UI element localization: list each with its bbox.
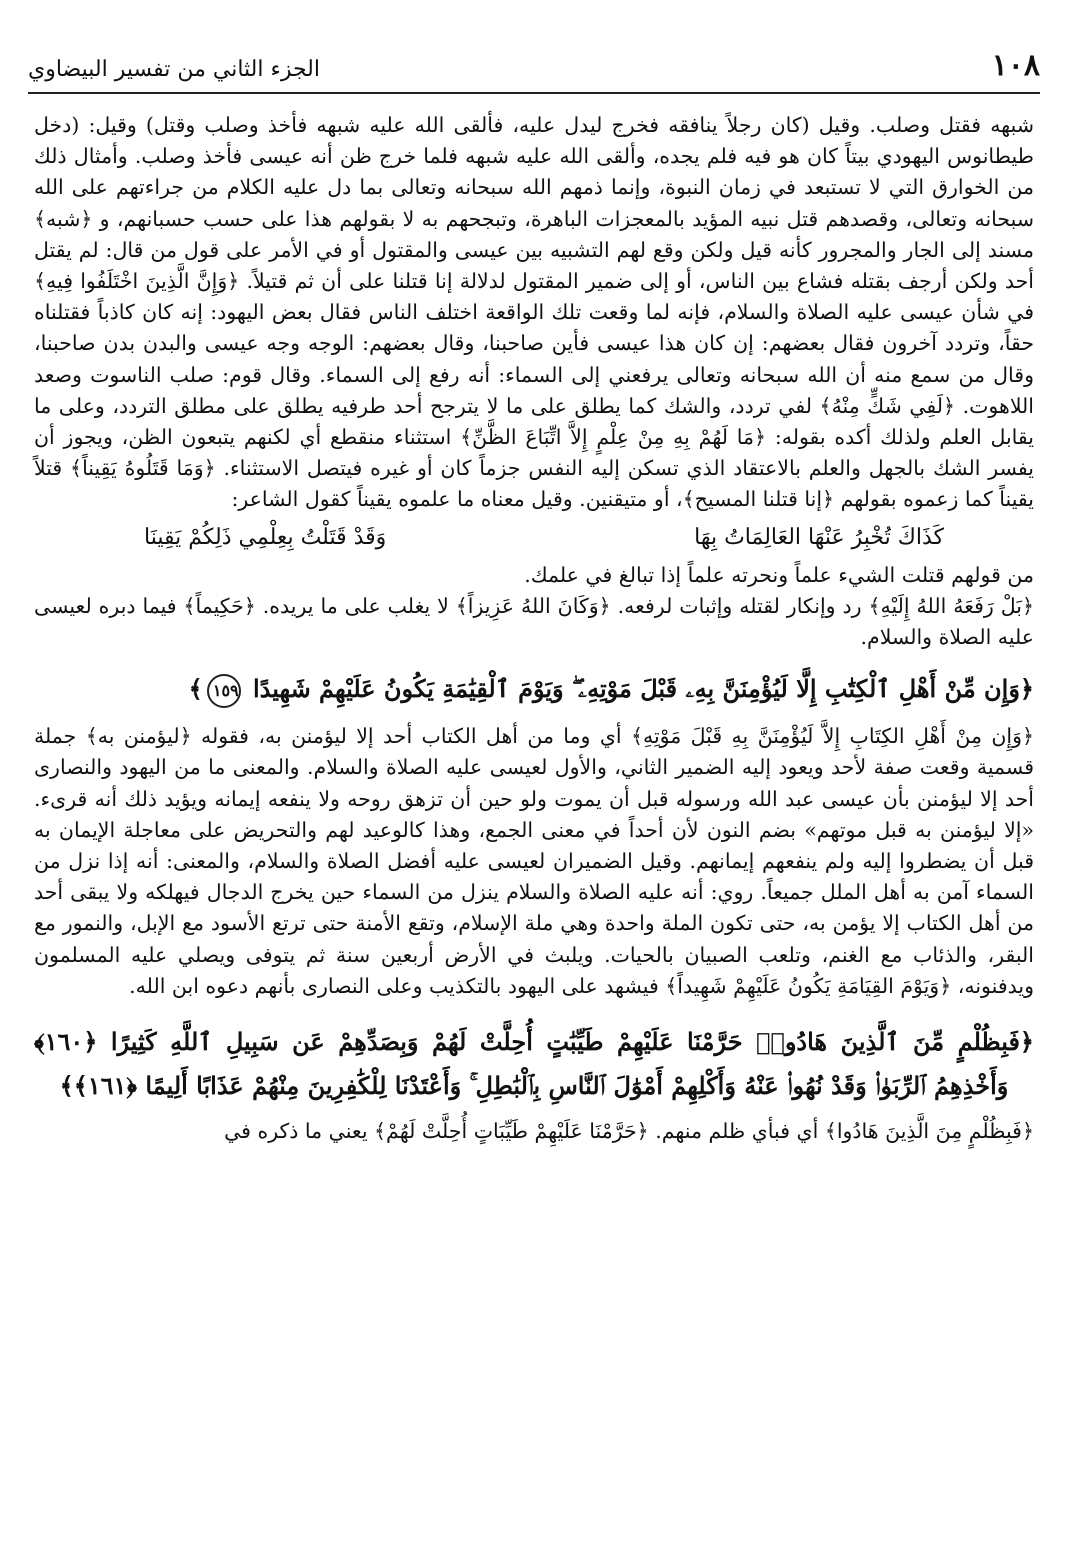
paragraph-2: من قولهم قتلت الشيء علماً ونحرته علماً إذا تبالغ في علمك. [524, 562, 1034, 587]
ayah-number-159: ١٥٩ [207, 674, 241, 708]
paragraph-3: ﴿بَلْ رَفَعَهُ اللهُ إِلَيْهِ﴾ رد وإنكار لقتله وإثبات لرفعه. ﴿وَكَانَ اللهُ عَزِيزاً﴾ لا يغلب على ما يريده. ﴿حَكِيماً﴾ فيما دبره لعيسى عليه الصلاة والسلام. [34, 593, 1034, 650]
poem-hemistich-left: وَقَدْ قَتَلْتُ بِعِلْمِي ذَلِكُمْ يَقِينَا [144, 524, 387, 550]
paragraph-1: شبهه فقتل وصلب. وقيل (كان رجلاً ينافقه فخرج ليدل عليه، فألقى الله عليه شبهه فأخذ وصلب وقتل) وقيل: (دخل طيطانوس اليهودي بيتاً كان هو فيه فلم يجده، وألقى الله عليه شبهه فلما خرج ظن أنه عيسى فأخذ وصلب. وأمثال ذلك من الخوارق التي لا تستبعد في زمان النبوة، وإنما ذمهم الله سبحانه وتعالى بما دل عليه الكلام من جراءتهم على الله سبحانه وتعالى، وقصدهم قتل نبيه المؤيد بالمعجزات الباهرة، وتبجحهم به لا بقولهم هذا على حسب حسبانهم، و ﴿شبه﴾ مسند إلى الجار والمجرور كأنه قيل ولكن وقع لهم التشبيه بين عيسى والمقتول أو في الأمر على قول من قال: لم يقتل أحد ولكن أرجف بقتله فشاع بين الناس، أو إلى ضمير المقتول لدلالة إنا قتلنا على أن ثم قتيلاً. ﴿وَإِنَّ الَّذِينَ اخْتَلَفُوا فِيهِ﴾ في شأن عيسى عليه الصلاة والسلام، فإنه لما وقعت تلك الواقعة اختلف الناس فقال بعض اليهود: إنه كان كاذباً فقتلناه حقاً، وتردد آخرون فقال بعضهم: إن كان هذا عيسى فأين صاحبنا، وقال بعضهم: الوجه وجه عيسى والبدن بدن صاحبنا، وقال من سمع منه أن الله سبحانه وتعالى يرفعني إلى السماء: أنه رفع إلى السماء. وقال قوم: صلب الناسوت وصعد اللاهوت. ﴿لَفِي شَكٍّ مِنْهُ﴾ لفي تردد، والشك كما يطلق على ما لا يترجح أحد طرفيه يطلق على مطلق التردد، وعلى ما يقابل العلم ولذلك أكده بقوله: ﴿مَا لَهُمْ بِهِ مِنْ عِلْمٍ إِلاَّ اتِّبَاعَ الظَّنِّ﴾ استثناء منقطع أي لكنهم يتبعون الظن، ويجوز أن يفسر الشك بالجهل والعلم بالاعتقاد الذي تسكن إليه النفس جزماً كان أو غيره فيتصل الاستثناء. ﴿وَمَا قَتَلُوهُ يَقِيناً﴾ قتلاً يقيناً كما زعموه بقولهم ﴿إنا قتلنا المسيح﴾، أو متيقنين. وقيل معناه ما علموه يقيناً كقول الشاعر: [34, 113, 1034, 512]
page-body [34, 110, 1034, 1147]
verse-159-text: ﴿وَإِن مِّنْ أَهْلِ ٱلْكِتَٰبِ إِلَّا لَيُؤْمِنَنَّ بِهِۦ قَبْلَ مَوْتِهِۦ ۖ وَيَوْمَ ٱلْقِيَٰمَةِ يَكُونُ عَلَيْهِمْ شَهِيدًا [253, 674, 1034, 704]
page-header [28, 48, 1040, 88]
paragraph-5: ﴿فَبِظُلْمٍ مِنَ الَّذِينَ هَادُوا﴾ أي فبأي ظلم منهم. ﴿حَرَّمْنَا عَلَيْهِمْ طَيِّبَاتٍ أُحِلَّتْ لَهُمْ﴾ يعني ما ذكره في [224, 1119, 1034, 1144]
running-title: الجزء الثاني من تفسير البيضاوي [28, 57, 320, 82]
quran-verse-160-161: ﴿فَبِظُلْمٍ مِّنَ ٱلَّذِينَ هَادُوا۟ حَرَّمْنَا عَلَيْهِمْ طَيِّبَٰتٍ أُحِلَّتْ لَهُمْ وَبِصَدِّهِمْ عَن سَبِيلِ ٱللَّهِ كَثِيرًا ﴿١٦٠﴾ وَأَخْذِهِمُ ٱلرِّبَوٰا۟ وَقَدْ نُهُوا۟ عَنْهُ وَأَكْلِهِمْ أَمْوَٰلَ ٱلنَّاسِ بِٱلْبَٰطِلِ ۚ وَأَعْتَدْنَا لِلْكَٰفِرِينَ مِنْهُمْ عَذَابًا أَلِيمًا ﴿١٦١﴾﴾ [34, 1027, 1034, 1101]
page-number: ١٠٨ [991, 48, 1040, 83]
poem-verse [144, 520, 944, 556]
poem-hemistich-right: كَذَاكَ تُخْبِرُ عَنْهَا العَالِمَاتُ بِهَا [694, 524, 944, 550]
header-rule [28, 92, 1040, 94]
paragraph-4: ﴿وَإِن مِنْ أَهْلِ الكِتَابِ إِلاَّ لَيُؤْمِنَنَّ بِهِ قَبْلَ مَوْتِهِ﴾ أي وما من أهل الكتاب أحد إلا ليؤمنن به، فقوله ﴿ليؤمنن به﴾ جملة قسمية وقعت صفة لأحد ويعود إليه الضمير الثاني، والأول لعيسى عليه الصلاة والسلام. والمعنى ما من اليهود والنصارى أحد إلا ليؤمنن بأن عيسى عبد الله ورسوله قبل أن يموت ولو حين أن تزهق روحه ولا ينفعه إيمانه ويؤيد ذلك أنه قرىء. «إلا ليؤمنن به قبل موتهم» بضم النون لأن أحداً في معنى الجمع، وهذا كالوعيد لهم والتحريض على معاجلة الإيمان به قبل أن يضطروا إليه ولم ينفعهم إيمانهم. وقيل الضميران لعيسى عليه أفضل الصلاة والسلام، والمعنى: أنه إذا نزل من السماء آمن به أهل الملل جميعاً. روي: أنه عليه الصلاة والسلام ينزل من السماء حين يخرج الدجال فيهلكه ولا يبقى أحد من أهل الكتاب إلا يؤمن به، حتى تكون الملة واحدة وهي ملة الإسلام، وتقع الأمنة حتى ترتع الأسود مع الإبل، والنمور مع البقر، والذئاب مع الغنم، وتلعب الصبيان بالحيات. ويلبث في الأرض أربعين سنة ثم يتوفى ويصلي عليه المسلمون ويدفنونه، ﴿وَيَوْمَ القِيَامَةِ يَكُونُ عَلَيْهِمْ شَهِيداً﴾ فيشهد على اليهود بالتكذيب وعلى النصارى بأنهم دعوه ابن الله. [34, 724, 1035, 998]
quran-verse-159: ﴿وَإِن مِّنْ أَهْلِ ٱلْكِتَٰبِ إِلَّا لَيُؤْمِنَنَّ بِهِۦ قَبْلَ مَوْتِهِۦ ۖ وَيَوْمَ ٱلْقِيَٰمَةِ يَكُونُ عَلَيْهِمْ شَهِيدًا ١٥٩﴾ [34, 667, 1034, 711]
